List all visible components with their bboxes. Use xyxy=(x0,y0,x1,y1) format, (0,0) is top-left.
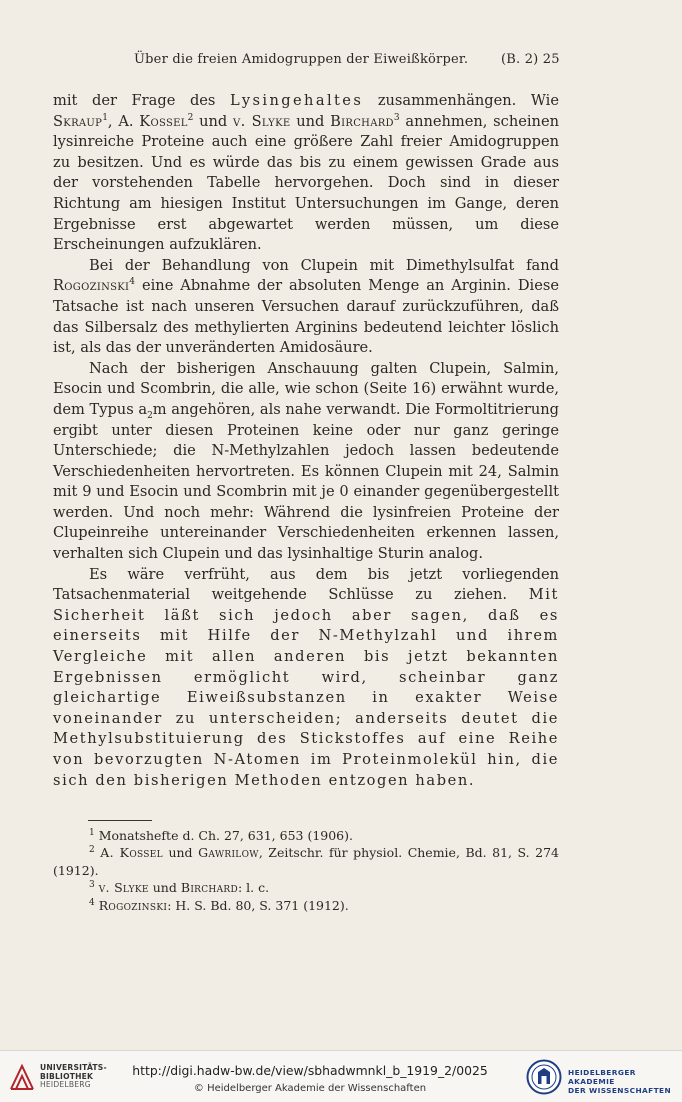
paragraph-3 xyxy=(53,359,559,565)
footnote-ref: 4 xyxy=(129,277,136,288)
footnote-number: 4 xyxy=(89,897,95,908)
footnote-text: und xyxy=(162,845,199,861)
footnote-number: 1 xyxy=(89,827,95,838)
spaced-text: Mit Sicherheit läßt sich jedoch aber sagen, daß es einerseits mit Hilfe der N-Methylzahl und ihrem Vergleiche mit allen anderen bis jetzt bekannten Ergebnissen ermöglicht wird, scheinbar ganz gleichartige Eiweißsubstanzen in exakter Weise voneinander zu unterscheiden; anderseits deutet die Methylsubstituierung des Stickstoffes auf eine Reihe von bevorzugten N-Atomen im Proteinmolekül hin, die sich den bisherigen Methoden entzogen haben. xyxy=(53,586,559,789)
footnote-2 xyxy=(53,844,559,879)
footnote-ref: 2 xyxy=(187,112,194,123)
library-name-line: HEIDELBERG xyxy=(40,1080,91,1090)
spaced-text: Lysingehaltes xyxy=(230,92,364,109)
running-header xyxy=(0,52,682,72)
author-name: Gawrilow xyxy=(198,845,259,861)
footnote-text: , Zeitschr. für physiol. Chemie, Bd. 81, S. 274 (1912). xyxy=(53,845,559,878)
footnote-text: : l. c. xyxy=(237,880,270,896)
library-name-line: BIBLIOTHEK xyxy=(40,1071,94,1081)
academy-name xyxy=(568,1068,682,1095)
body-text xyxy=(53,91,559,791)
paragraph-4 xyxy=(53,565,559,792)
copyright-notice: © Heidelberger Akademie der Wissenschaften xyxy=(193,1083,427,1094)
text-run: und xyxy=(290,112,331,130)
footnote-text: : H. S. Bd. 80, S. 371 (1912). xyxy=(167,897,349,913)
text-run: zusammenhängen. Wie xyxy=(363,92,559,109)
author-name: Rogozinski xyxy=(98,897,168,913)
university-library-logo-icon[interactable] xyxy=(8,1062,36,1092)
footnote-4 xyxy=(53,897,559,914)
author-name: Birchard xyxy=(330,112,394,130)
author-name: Rogozinski xyxy=(53,277,130,295)
academy-seal-icon[interactable] xyxy=(526,1059,562,1095)
footnote-text: und xyxy=(148,880,181,896)
footnote-ref: 3 xyxy=(393,112,400,123)
subscript: 2 xyxy=(147,410,153,421)
academy-name-line: HEIDELBERGER AKADEMIE xyxy=(568,1068,636,1086)
author-name: A. Kossel xyxy=(100,845,163,861)
footnote-number: 3 xyxy=(89,880,95,891)
footnote-1 xyxy=(53,827,559,844)
running-title: Über die freien Amidogruppen der Eiweißkörper. xyxy=(134,52,469,67)
footnote-rule xyxy=(88,820,152,821)
footnote-3 xyxy=(53,879,559,896)
page-number: (B. 2) 25 xyxy=(501,52,560,67)
text-run: annehmen, scheinen lysinreiche Proteine auch eine größere Zahl freier Amidogruppen zu besitzen. Und es würde das bis zu einem gewissen Grade aus der vorstehenden Tabelle hervorgehen. Doch sind in dieser Richtung am hiesigen Institut Untersuchungen im Gange, deren Ergebnisse erst abgewartet werden müssen, um diese Erscheinungen aufzuklären. xyxy=(53,112,559,254)
text-run: Bei der Behandlung von Clupein mit Dimethylsulfat fand xyxy=(89,256,559,274)
author-name: v. Slyke xyxy=(233,112,291,130)
text-run: eine Abnahme der absoluten Menge an Arginin. Diese Tatsache ist nach unseren Versuchen darauf zurückzuführen, daß das Silbersalz des methylierten Arginins bedeutend leichter löslich ist, als das der unveränderten Amidosäure. xyxy=(53,277,559,357)
library-name xyxy=(40,1064,107,1090)
text-run: Es wäre verfrüht, aus dem bis jetzt vorliegenden Tatsachenmaterial weitgehende Schlüsse zu ziehen. xyxy=(53,565,559,604)
paragraph-1 xyxy=(53,91,559,256)
text-run: mit der Frage des xyxy=(53,92,231,109)
library-name-line: UNIVERSITÄTS- xyxy=(40,1063,107,1072)
author-name: Skraup xyxy=(53,112,103,130)
footnote-number: 2 xyxy=(89,845,95,856)
viewer-footer xyxy=(0,1050,682,1102)
author-name: v. Slyke xyxy=(98,880,149,896)
footnote-text: Monatshefte d. Ch. 27, 631, 653 (1906). xyxy=(94,828,353,843)
text-run: m angehören, als nahe verwandt. Die Formoltitrierung ergibt unter diesen Proteinen keine oder nur ganz geringe Unterschiede; die N-Methylzahlen jedoch lassen bedeutende Verschiedenheiten hervortreten. Es können Clupein mit 24, Salmin mit 9 und Esocin und Scombrin mit je 0 einander gegenübergestellt werden. Und noch mehr: Während die lysinfreien Proteine der Clupeinreihe untereinander Verschiedenheiten erkennen lassen, verhalten sich Clupein und das lysinhaltige Sturin analog. xyxy=(53,400,559,563)
text-run: Nach der bisherigen Anschauung galten Clupein, Salmin, Esocin und Scombrin, die alle, wie schon (Seite 16) erwähnt wurde, dem Typus a xyxy=(53,359,559,418)
text-run: , A. xyxy=(107,112,140,130)
paragraph-2 xyxy=(53,256,559,359)
permalink-url[interactable]: http://digi.hadw-bw.de/view/sbhadwmnkl_b_1919_2/0025 xyxy=(132,1063,488,1078)
academy-name-line: DER WISSENSCHAFTEN xyxy=(568,1086,672,1095)
author-name: Birchard xyxy=(180,880,238,896)
text-run: und xyxy=(193,112,234,130)
footnote-ref: 1 xyxy=(102,112,108,123)
footnotes xyxy=(53,827,559,914)
author-name: Kossel xyxy=(139,112,188,130)
